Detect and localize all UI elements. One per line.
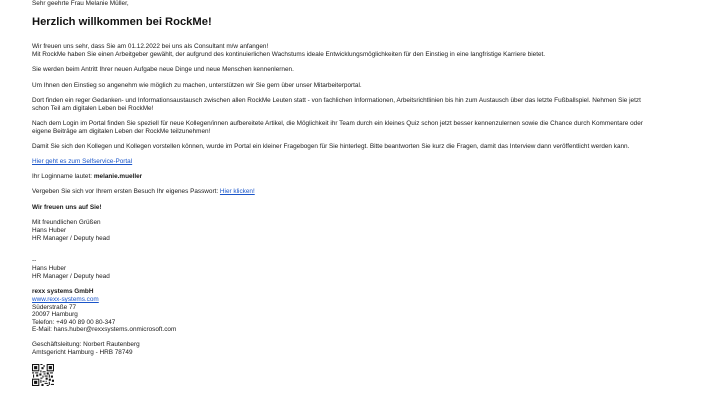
email-title: Herzlich willkommen bei RockMe! <box>32 16 212 28</box>
paragraph-questionnaire: Damit Sie sich den Kollegen und Kollegen vorstellen können, wurde im Portal ein kleiner Fragebogen für Sie hinterlegt. Bitte beantworten Sie kurz die Fragen, damit das Interview dann veröffentlicht werden kann. <box>32 143 630 150</box>
sender-name: Hans Huber <box>32 227 67 234</box>
looking-forward: Wir freuen uns auf Sie! <box>32 204 102 211</box>
password-text: Vergeben Sie sich vor Ihrem ersten Besuch Ihr eigenes Passwort: <box>32 188 220 195</box>
signature-email: E-Mail: hans.huber@rexxsystems.onmicrosoft.com <box>32 326 177 333</box>
login-name-value: melanie.mueller <box>93 173 143 180</box>
paragraph-exchange-line-1: Dort finden ein reger Gedanken- und Informationsaustausch zwischen allen RockMe Leuten statt - von fachlichen Informationen, Arbeitsrichtlinien bis hin zum Austausch über das letzte Fußballspiel. Nehmen Sie jetzt <box>32 97 641 104</box>
paragraph-portal: Um Ihnen den Einstieg so angenehm wie möglich zu machen, unterstützen wir Sie gern über unser Mitarbeiterportal. <box>32 82 362 89</box>
signature-website-link[interactable]: www.rexx-systems.com <box>32 296 99 303</box>
paragraph-login-line-1: Nach dem Login im Portal finden Sie speziell für neue Kollegen/innen aufbereitete Artikel, die Möglichkeit ihr Team durch ein kleines Quiz schon jetzt besser kennenzulernen sowie die Chance durch Kommentare oder <box>32 120 643 127</box>
signature-management: Geschäftsleitung: Norbert Rautenberg <box>32 341 140 348</box>
signature-street: Süderstraße 77 <box>32 304 77 311</box>
signature-role: HR Manager / Deputy head <box>32 273 110 280</box>
signature-company: rexx systems GmbH <box>32 288 94 295</box>
intro-line-2: Mit RockMe haben Sie einen Arbeitgeber gewählt, der aufgrund des kontinuierlichen Wachstums ideale Entwicklungsmöglichkeiten für den Einstieg in eine langfristige Karriere bietet. <box>32 51 546 58</box>
signature-city: 20097 Hamburg <box>32 311 78 318</box>
intro-line-1: Wir freuen uns sehr, dass Sie am 01.12.2022 bei uns als Consultant m/w anfangen! <box>32 43 269 50</box>
paragraph-login-line-2: eigene Beiträge am digitalen Leben der RockMe teilzunehmen! <box>32 128 211 135</box>
selfservice-portal-link[interactable]: Hier geht es zum Selfservice-Portal <box>32 158 133 165</box>
login-name-line <box>32 173 142 181</box>
password-line <box>32 188 255 196</box>
qr-code-icon <box>32 364 54 386</box>
closing: Mit freundlichen Grüßen <box>32 219 101 226</box>
signature-court: Amtsgericht Hamburg - HRB 78749 <box>32 349 133 356</box>
signature-separator: -- <box>32 257 37 264</box>
password-link[interactable]: Hier klicken! <box>219 188 255 195</box>
signature-phone: Telefon: +49 40 89 00 80-347 <box>32 319 116 326</box>
sender-role: HR Manager / Deputy head <box>32 235 110 242</box>
signature-name: Hans Huber <box>32 265 67 272</box>
login-name-label: Ihr Loginname lautet: <box>32 173 94 180</box>
greeting: Sehr geehrte Frau Melanie Müller, <box>32 0 129 7</box>
paragraph-new-things: Sie werden beim Antritt Ihrer neuen Aufgabe neue Dinge und neue Menschen kennenlernen. <box>32 66 294 73</box>
paragraph-exchange-line-2: schon Teil am digitalen Leben bei RockMe! <box>32 105 154 112</box>
